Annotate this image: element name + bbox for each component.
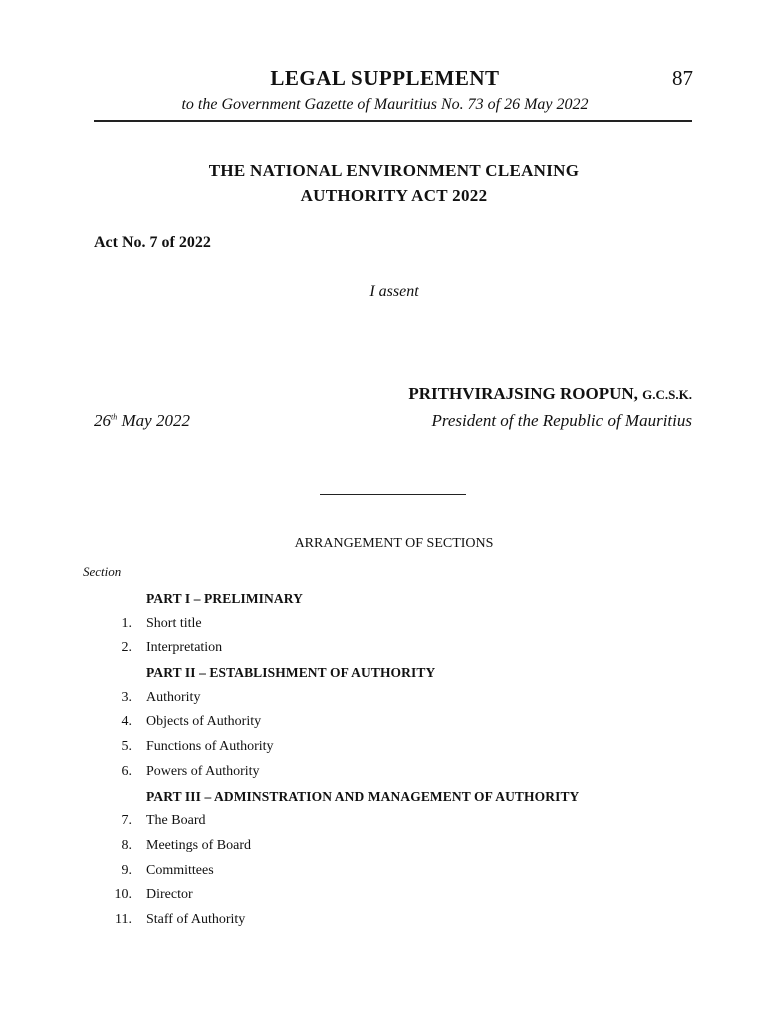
- toc-entry-title: Short title: [146, 615, 202, 631]
- table-of-sections: [0, 589, 770, 935]
- toc-entry: [0, 811, 770, 836]
- president-title: President of the Republic of Mauritius: [431, 411, 692, 430]
- president-name-text: PRITHVIRAJSING ROOPUN,: [408, 384, 638, 403]
- date-suffix: th: [111, 412, 118, 422]
- toc-entry-title: Functions of Authority: [146, 739, 274, 755]
- gazette-subtitle: to the Government Gazette of Mauritius No. 73 of 26 May 2022: [181, 96, 589, 113]
- toc-entry-title: Director: [146, 887, 193, 903]
- part-heading-text: PART II – ESTABLISHMENT OF AUTHORITY: [146, 665, 436, 681]
- toc-entry-number: 3.: [121, 689, 132, 705]
- toc-entry-title: Powers of Authority: [146, 763, 260, 779]
- toc-entry: [0, 614, 770, 639]
- toc-entry-number: 4.: [121, 714, 132, 730]
- toc-entry-title: Committees: [146, 862, 214, 878]
- part-heading: [0, 589, 770, 614]
- toc-entry: [0, 910, 770, 935]
- toc-entry: [0, 638, 770, 663]
- header-divider: [94, 120, 692, 122]
- toc-entry: [0, 688, 770, 713]
- toc-entry-title: Staff of Authority: [146, 911, 246, 927]
- toc-entry-title: Interpretation: [146, 640, 223, 656]
- president-postnominal: G.C.S.K.: [642, 387, 692, 402]
- toc-entry-number: 11.: [115, 911, 132, 927]
- section-divider: [320, 494, 466, 495]
- toc-entry-title: Meetings of Board: [146, 837, 251, 853]
- assent-date: [94, 411, 190, 431]
- act-number: Act No. 7 of 2022: [94, 234, 211, 251]
- toc-entry-number: 7.: [121, 813, 132, 829]
- president-name: [408, 384, 692, 404]
- page-number: 87: [672, 66, 693, 90]
- part-heading-text: PART III – ADMINSTRATION AND MANAGEMENT OF AUTHORITY: [146, 788, 580, 804]
- toc-entry-number: 8.: [121, 837, 132, 853]
- act-title-line-1: THE NATIONAL ENVIRONMENT CLEANING: [208, 161, 580, 180]
- part-heading: [0, 787, 770, 812]
- toc-entry-number: 10.: [114, 887, 132, 903]
- toc-entry-number: 1.: [121, 615, 132, 631]
- toc-entry-number: 2.: [121, 640, 132, 656]
- toc-entry: [0, 885, 770, 910]
- part-heading-text: PART I – PRELIMINARY: [146, 591, 303, 606]
- toc-entry: [0, 836, 770, 861]
- toc-entry-number: 6.: [121, 763, 132, 779]
- toc-entry: [0, 737, 770, 762]
- toc-entry-title: Authority: [146, 689, 201, 705]
- toc-entry: [0, 712, 770, 737]
- part-heading: [0, 663, 770, 688]
- section-column-label: Section: [83, 564, 122, 579]
- toc-entry-title: The Board: [146, 813, 206, 829]
- toc-entry-title: Objects of Authority: [146, 714, 262, 730]
- assent-text: I assent: [369, 283, 419, 300]
- toc-entry: [0, 762, 770, 787]
- date-rest: May 2022: [117, 411, 190, 430]
- toc-entry-number: 9.: [121, 862, 132, 878]
- toc-entry-number: 5.: [121, 739, 132, 755]
- act-title: [0, 158, 770, 208]
- date-day: 26: [94, 411, 111, 430]
- act-title-line-2: AUTHORITY ACT 2022: [300, 186, 488, 205]
- legal-supplement-title: LEGAL SUPPLEMENT: [270, 66, 500, 90]
- arrangement-heading: ARRANGEMENT OF SECTIONS: [294, 536, 494, 551]
- toc-entry: [0, 861, 770, 886]
